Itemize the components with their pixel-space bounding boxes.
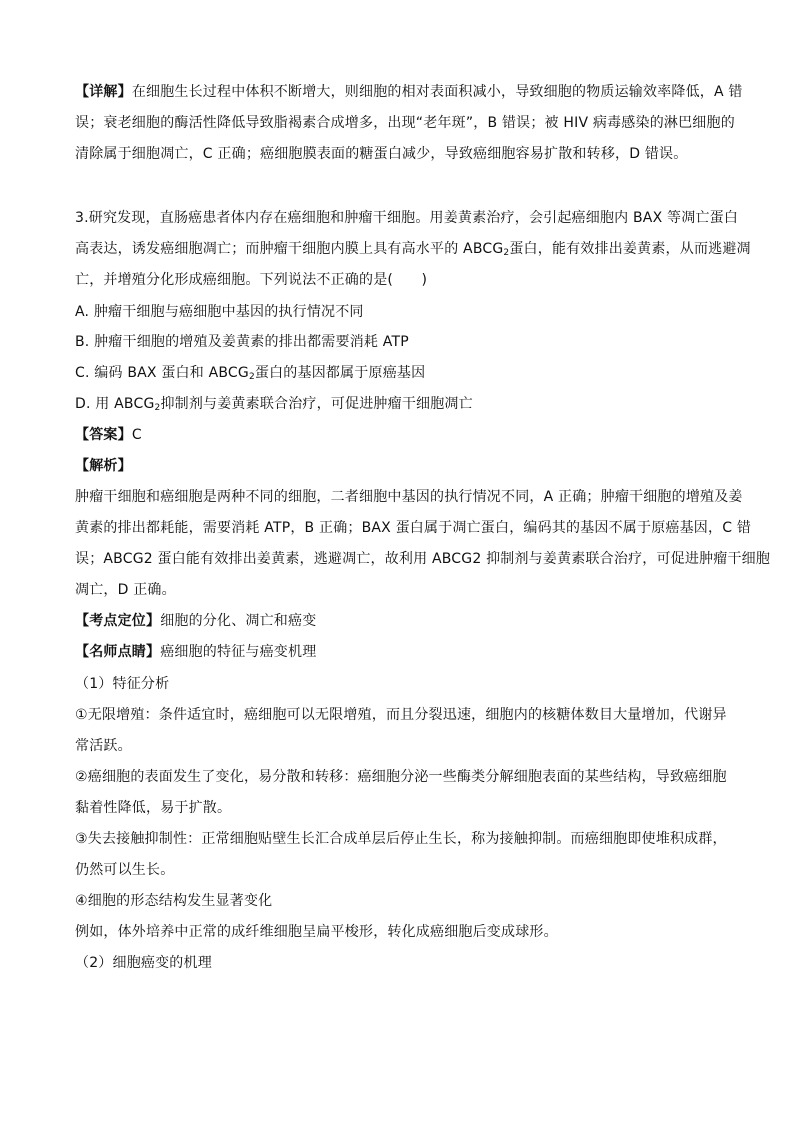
detail-text: 在细胞生长过程中体积不断增大，则细胞的相对表面积减小，导致细胞的物质运输效率降低，A 错 — [131, 84, 743, 100]
question-line-3: 亡，并增殖分化形成癌细胞。下列说法不正确的是( ) — [75, 272, 428, 288]
subscript: 2 — [503, 248, 510, 258]
answer-value: C — [131, 427, 142, 443]
kaodian-line — [75, 611, 725, 631]
question-text: 蛋白，能有效排出姜黄素，从而逃避凋 — [509, 241, 751, 257]
feature-line-5: ③失去接触抑制性：正常细胞贴壁生长汇合成单层后停止生长，称为接触抑制。而癌细胞即使堆积成群， — [75, 831, 727, 847]
subscript: 2 — [248, 372, 255, 382]
detail-line-1 — [75, 82, 743, 102]
option-a: A. 肿瘤干细胞与癌细胞中基因的执行情况不同 — [75, 304, 364, 320]
question-text: 高表达，诱发癌细胞凋亡；而肿瘤干细胞内膜上具有高水平的 ABCG — [75, 241, 504, 257]
mingshi-line — [75, 642, 725, 662]
analysis-line-2: 黄素的排出都耗能，需要消耗 ATP，B 正确；BAX 蛋白属于凋亡蛋白，编码其的基因不属于原癌基因，C 错 — [75, 520, 752, 536]
features-heading: （1）特征分析 — [75, 676, 170, 692]
detail-line-2: 误；衰老细胞的酶活性降低导致脂褐素合成增多，出现“老年斑”，B 错误；被 HIV 病毒感染的淋巴细胞的 — [75, 115, 735, 131]
mingshi-value: 癌细胞的特征与癌变机理 — [160, 644, 317, 660]
option-text: 蛋白的基因都属于原癌基因 — [254, 365, 426, 381]
feature-line-1: ①无限增殖：条件适宜时，癌细胞可以无限增殖，而且分裂迅速，细胞内的核糖体数目大量增加，代谢异 — [75, 707, 727, 723]
feature-line-7: ④细胞的形态结构发生显著变化 — [75, 893, 273, 909]
detail-label: 【详解】 — [75, 84, 132, 100]
analysis-line-1: 肿瘤干细胞和癌细胞是两种不同的细胞，二者细胞中基因的执行情况不同，A 正确；肿瘤干细胞的增殖及姜 — [75, 489, 743, 505]
feature-line-2: 常活跃。 — [75, 738, 132, 754]
subscript: 2 — [154, 403, 161, 413]
option-b: B. 肿瘤干细胞的增殖及姜黄素的排出都需要消耗 ATP — [75, 334, 409, 350]
analysis-label: 【解析】 — [75, 458, 132, 474]
option-c — [75, 363, 725, 383]
feature-line-4: 黏着性降低，易于扩散。 — [75, 800, 232, 816]
option-text: D. 用 ABCG — [75, 396, 155, 412]
option-d — [75, 394, 725, 414]
question-line-1: 3.研究发现，直肠癌患者体内存在癌细胞和肿瘤干细胞。用姜黄素治疗，会引起癌细胞内 BAX 等凋亡蛋白 — [75, 210, 739, 226]
answer-label: 【答案】 — [75, 427, 132, 443]
feature-line-6: 仍然可以生长。 — [75, 862, 175, 878]
answer-line — [75, 425, 725, 445]
kaodian-label: 【考点定位】 — [75, 613, 161, 629]
analysis-line-4: 凋亡，D 正确。 — [75, 582, 176, 598]
analysis-line-3: 误；ABCG2 蛋白能有效排出姜黄素，逃避凋亡，故利用 ABCG2 抑制剂与姜黄素联合治疗，可促进肿瘤干细胞 — [75, 551, 771, 567]
feature-line-8: 例如，体外培养中正常的成纤维细胞呈扁平梭形，转化成癌细胞后变成球形。 — [75, 924, 558, 940]
question-line-2 — [75, 239, 751, 259]
option-text: 抑制剂与姜黄素联合治疗，可促进肿瘤干细胞凋亡 — [160, 396, 473, 412]
detail-line-3: 清除属于细胞凋亡，C 正确；癌细胞膜表面的糖蛋白减少，导致癌细胞容易扩散和转移，D 错误。 — [75, 146, 688, 162]
kaodian-value: 细胞的分化、凋亡和癌变 — [160, 613, 317, 629]
feature-line-3: ②癌细胞的表面发生了变化，易分散和转移：癌细胞分泌一些酶类分解细胞表面的某些结构，导致癌细胞 — [75, 769, 727, 785]
option-text: C. 编码 BAX 蛋白和 ABCG — [75, 365, 249, 381]
mingshi-label: 【名师点睛】 — [75, 644, 161, 660]
mechanism-heading: （2）细胞癌变的机理 — [75, 955, 212, 971]
